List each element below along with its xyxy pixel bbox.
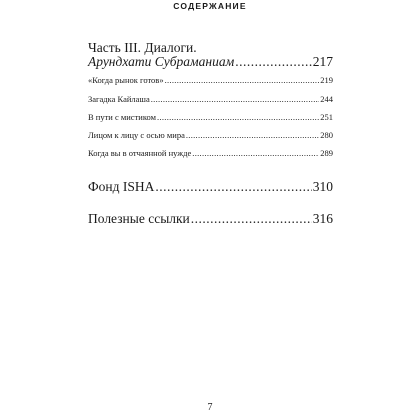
toc-entry-page: 316: [312, 211, 333, 226]
page-number: 7: [207, 402, 213, 413]
dot-leader: [155, 179, 311, 195]
toc-entry-title: Лицом к лицу с осью мира: [88, 130, 185, 140]
toc-entry-page: 280: [320, 130, 333, 140]
toc-entry-title: Полезные ссылки: [88, 211, 190, 226]
toc-entry[interactable]: [88, 148, 333, 158]
toc-entry-page: 219: [320, 75, 333, 85]
toc-entry-page: 217: [312, 54, 333, 69]
part-heading: Часть III. Диалоги.: [88, 40, 197, 55]
toc-entry[interactable]: [88, 75, 333, 85]
toc-entry-title: Загадка Кайлаша: [88, 94, 150, 104]
page-header: СОДЕРЖАНИЕ: [173, 1, 247, 11]
toc-entry-page: 251: [320, 112, 333, 122]
dot-leader: [192, 148, 319, 158]
toc-entry-title: Арундхати Субраманиам: [88, 54, 235, 69]
toc-entry-title: Когда вы в отчаянной нужде: [88, 148, 192, 158]
toc-entry-lead[interactable]: [88, 54, 333, 70]
dot-leader: [165, 75, 320, 85]
toc-entry-page: 310: [312, 179, 333, 194]
toc-entry-major[interactable]: [88, 179, 333, 195]
dot-leader: [157, 112, 319, 122]
dot-leader: [151, 94, 320, 104]
toc-entry-title: «Когда рынок готов»: [88, 75, 164, 85]
toc-entry[interactable]: [88, 130, 333, 140]
toc-entry[interactable]: [88, 112, 333, 122]
toc-entry-title: В пути с мистиком: [88, 112, 157, 122]
dot-leader: [191, 211, 312, 227]
toc-entry-major[interactable]: [88, 211, 333, 227]
toc-entry[interactable]: [88, 94, 333, 104]
toc-entry-page: 289: [320, 148, 333, 158]
dot-leader: [186, 130, 319, 140]
toc-entry-title: Фонд ISHA: [88, 179, 155, 194]
dot-leader: [235, 54, 312, 70]
toc-entry-page: 244: [320, 94, 333, 104]
